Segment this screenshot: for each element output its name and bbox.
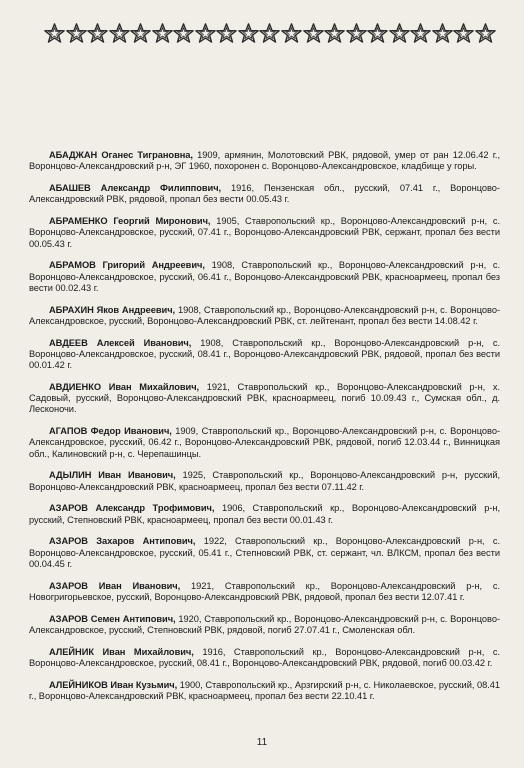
- page-number: 11: [256, 737, 268, 748]
- five-pointed-star-icon: [303, 23, 324, 44]
- entry-name: АБАДЖАН Оганес Тиграновна,: [49, 150, 193, 160]
- five-pointed-star-icon: [44, 23, 65, 44]
- list-entry: [29, 680, 500, 703]
- five-pointed-star-icon: [367, 23, 388, 44]
- memorial-list: [29, 150, 500, 713]
- five-pointed-star-icon: [130, 23, 151, 44]
- list-entry: [29, 305, 500, 328]
- entry-details: 1921, Ставропольский кр., Воронцово-Александровский р-н, х. Садовый, русский, Воронцово-Александровский РВК, красноармеец, погиб 10.09.43 г., Сумская обл., д. Лесконочи.: [29, 381, 500, 415]
- five-pointed-star-icon: [87, 23, 108, 44]
- five-pointed-star-icon: [432, 23, 453, 44]
- entry-name: АЗАРОВ Александр Трофимович,: [49, 503, 215, 514]
- five-pointed-star-icon: [281, 23, 302, 44]
- five-pointed-star-icon: [346, 23, 367, 44]
- entry-details: 1920, Ставропольский кр., Воронцово-Александровский р-н, с. Воронцово-Александровское, русский, Степновский РВК, рядовой, погиб 27.07.41 г., Смоленская обл.: [29, 613, 500, 635]
- five-pointed-star-icon: [389, 23, 410, 44]
- five-pointed-star-icon: [152, 23, 173, 44]
- entry-name: АВДЕЕВ Алексей Иванович,: [49, 337, 192, 348]
- five-pointed-star-icon: [259, 23, 280, 44]
- list-entry: [29, 503, 500, 526]
- entry-name: АЗАРОВ Семен Антипович,: [49, 613, 176, 624]
- entry-details: 1925, Ставропольский кр., Воронцово-Александровский р-н, русский, Воронцово-Александровский РВК, красноармеец, пропал без вести 07.11.42 г.: [29, 470, 501, 492]
- entry-details: 1909, Ставропольский кр., Воронцово-Александровский р-н, с. Воронцово-Александровское, русский, 06.42 г., Воронцово-Александровский РВК, рядовой, погиб 12.03.44 г., Винницкая обл., Калиновский р-н, с. Черепашинцы.: [29, 426, 500, 459]
- list-entry: [29, 260, 500, 294]
- five-pointed-star-icon: [195, 23, 216, 44]
- entry-name: АЗАРОВ Захаров Антипович,: [49, 536, 196, 547]
- list-entry: [29, 183, 500, 206]
- five-pointed-star-icon: [453, 23, 474, 44]
- list-entry: [29, 150, 500, 173]
- entry-details: 1908, Ставропольский кр., Воронцово-Александровский р-н, с. Воронцово-Александровское, русский, 08.41 г., Воронцово-Александровский РВК, рядовой, пропал без вести 00.01.42 г.: [29, 337, 500, 371]
- star-border: [44, 22, 496, 44]
- entry-details: 1922, Ставропольский кр., Воронцово-Александровский р-н, с. Воронцово-Александровское, русский, 05.41 г., Степновский РВК, ст. сержант, чл. ВЛКСМ, пропал без вести 00.04.45 г.: [29, 536, 500, 569]
- list-entry: [29, 536, 500, 570]
- list-entry: [29, 647, 500, 670]
- list-entry: [29, 426, 500, 460]
- entry-details: 1916, Ставропольский кр., Воронцово-Александровский р-н, с. Воронцово-Александровское, русский, 08.41 г., Воронцово-Александровский РВК, рядовой, погиб 00.03.42 г.: [29, 646, 500, 668]
- five-pointed-star-icon: [109, 23, 130, 44]
- entry-details: 1906, Ставропольский кр., Воронцово-Александровский р-н, русский, Степновский РВК, красноармеец, пропал без вести 00.01.43 г.: [29, 503, 500, 525]
- five-pointed-star-icon: [173, 23, 194, 44]
- entry-name: АЗАРОВ Иван Иванович,: [49, 580, 181, 591]
- list-entry: [29, 581, 500, 604]
- entry-details: 1908, Ставропольский кр., Воронцово-Александровский р-н, с. Воронцово-Александровское, русский, Воронцово-Александровский РВК, ст. лейтенант, пропал без вести 14.08.42 г.: [29, 304, 501, 326]
- five-pointed-star-icon: [216, 23, 237, 44]
- five-pointed-star-icon: [410, 23, 431, 44]
- entry-details: 1909, армянин, Молотовский РВК, рядовой, умер от ран 12.06.42 г., Воронцово-Александровский р-н, ЭГ 1960, похоронен с. Воронцово-Александровское, кладбище у горы.: [29, 150, 500, 172]
- list-entry: [29, 338, 500, 372]
- five-pointed-star-icon: [324, 23, 345, 44]
- entry-name: АБРАМЕНКО Георгий Миронович,: [49, 215, 211, 226]
- entry-details: 1921, Ставропольский кр., Воронцово-Александровский р-н, с. Новогригорьевское, русский, Воронцово-Александровский РВК, рядовой, пропал без вести 12.07.41 г.: [29, 580, 500, 602]
- five-pointed-star-icon: [475, 23, 496, 44]
- entry-name: АГАПОВ Федор Иванович,: [49, 426, 172, 437]
- list-entry: [29, 614, 500, 637]
- entry-name: АВДИЕНКО Иван Михайлович,: [49, 381, 200, 392]
- entry-name: АЛЕЙНИКОВ Иван Кузьмич,: [49, 679, 178, 690]
- entry-details: 1905, Ставропольский кр., Воронцово-Александровский р-н, с. Воронцово-Александровское, русский, 07.41 г., Воронцово-Александровский РВК, сержант, пропал без вести 00.05.43 г.: [29, 215, 500, 249]
- list-entry: [29, 382, 500, 416]
- entry-name: АДЫЛИН Иван Иванович,: [49, 470, 176, 481]
- entry-name: АЛЕЙНИК Иван Михайлович,: [49, 646, 194, 657]
- five-pointed-star-icon: [66, 23, 87, 44]
- entry-name: АБРАХИН Яков Андреевич,: [49, 304, 176, 315]
- entry-details: 1916, Пензенская обл., русский, 07.41 г., Воронцово-Александровский РВК, рядовой, пропал без вести 00.05.43 г.: [29, 182, 500, 205]
- five-pointed-star-icon: [238, 23, 259, 44]
- entry-name: АБАШЕВ Александр Филиппович,: [49, 182, 222, 193]
- list-entry: [29, 470, 500, 493]
- entry-details: 1900, Ставропольский кр., Арзгирский р-н, с. Николаевское, русский, 08.41 г., Воронцово-Александровский РВК, красноармеец, пропал без вести 22.10.41 г.: [29, 679, 500, 701]
- list-entry: [29, 216, 500, 250]
- entry-name: АБРАМОВ Григорий Андреевич,: [49, 260, 205, 271]
- entry-details: 1908, Ставропольский кр., Воронцово-Александровский р-н, с. Воронцово-Александровское, русский, 06.41 г., Воронцово-Александровский РВК, красноармеец, пропал без вести 00.02.43 г.: [29, 260, 500, 293]
